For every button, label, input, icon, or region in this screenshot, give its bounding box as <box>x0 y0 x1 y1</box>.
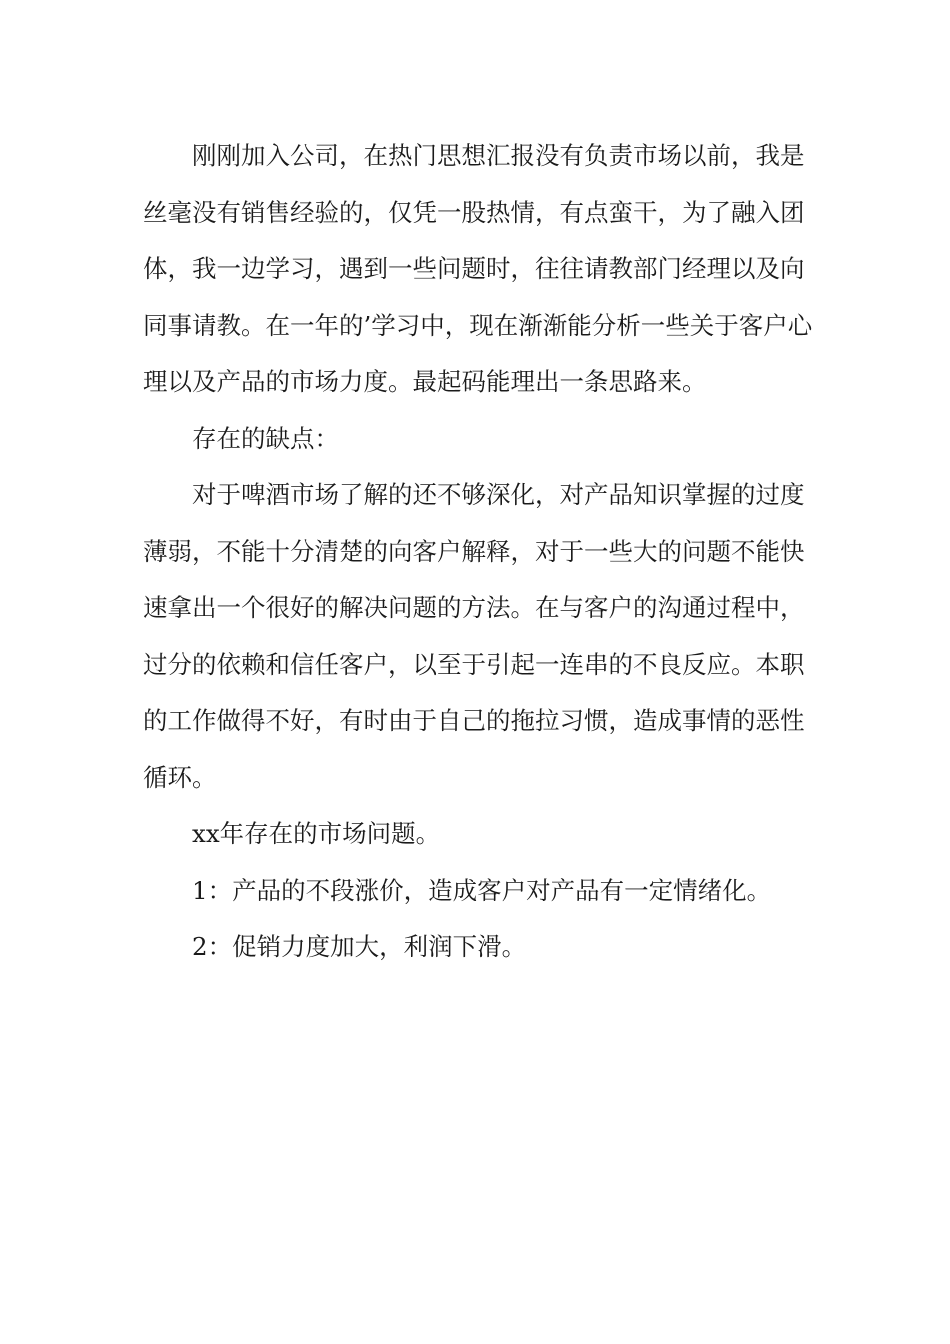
text-line: 体，我一边学习，遇到一些问题时，往往请教部门经理以及向 <box>143 254 805 283</box>
text-line: 同事请教。在一年的’学习中，现在渐渐能分析一些关于客户心 <box>143 310 813 340</box>
text-line: 薄弱，不能十分清楚的向客户解释，对于一些大的问题不能快 <box>143 536 805 566</box>
text-line: 刚刚加入公司，在热门思想汇报没有负责市场以前，我是 <box>192 141 805 170</box>
text-line: 过分的依赖和信任客户，以至于引起一连串的不良反应。本职 <box>143 649 805 679</box>
document-body <box>143 128 813 976</box>
list-item-text: 2：促销力度加大，利润下滑。 <box>192 932 527 961</box>
list-item-text: 1：产品的不段涨价，造成客户对产品有一定情绪化。 <box>192 875 772 905</box>
list-item-2 <box>143 919 808 976</box>
text-line: 循环。 <box>143 762 217 792</box>
list-item-1 <box>143 863 808 920</box>
paragraph-shortcomings <box>143 467 808 806</box>
paragraph-intro <box>143 128 813 411</box>
text-line: 的工作做得不好，有时由于自己的拖拉习惯，造成事情的恶性 <box>143 706 805 735</box>
text-line: 速拿出一个很好的解决问题的方法。在与客户的沟通过程中， <box>143 593 805 622</box>
paragraph-shortcomings-heading <box>143 411 808 468</box>
text-line: 理以及产品的市场力度。最起码能理出一条思路来。 <box>143 367 707 396</box>
text-line: 丝毫没有销售经验的，仅凭一股热情，有点蛮干，为了融入团 <box>143 197 805 227</box>
text-line: 对于啤酒市场了解的还不够深化，对产品知识掌握的过度 <box>192 480 805 509</box>
section-heading: 存在的缺点： <box>192 423 339 453</box>
section-heading: xx年存在的市场问题。 <box>192 819 441 848</box>
paragraph-market-issues-heading <box>143 806 808 863</box>
